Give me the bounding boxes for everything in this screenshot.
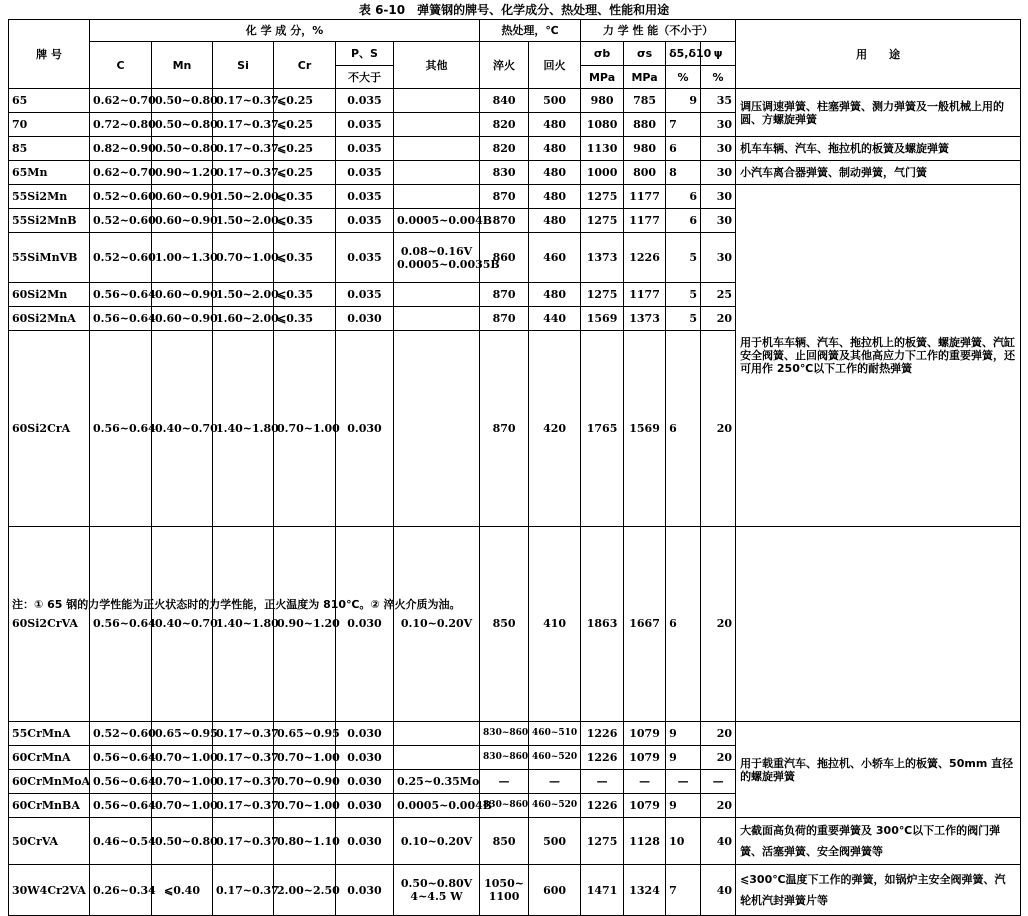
cell-grade: 65Mn	[9, 161, 90, 185]
cell-grade: 60CrMnMoA	[9, 770, 90, 794]
cell-sigma-b: 1226	[581, 794, 624, 818]
cell-usage: 调压调速弹簧、柱塞弹簧、测力弹簧及一般机械上用的圆、方螺旋弹簧	[736, 89, 1021, 137]
cell-ps: 0.035	[336, 233, 394, 283]
cell-other	[394, 307, 480, 331]
cell-si: 0.17~0.37	[213, 794, 274, 818]
cell-psi: 30	[701, 233, 736, 283]
cell-temper: 460~510	[529, 722, 581, 746]
cell-quench: 850	[480, 526, 529, 722]
cell-sigma-s: 1373	[624, 307, 666, 331]
table-footnote: 注：① 65 钢的力学性能为正火状态时的力学性能，正火温度为 810℃。② 淬火介质为油。	[12, 598, 461, 611]
cell-ps: 0.030	[336, 307, 394, 331]
cell-psi: 40	[701, 865, 736, 916]
cell-ps: 0.035	[336, 113, 394, 137]
cell-ps: 0.035	[336, 89, 394, 113]
table-row	[9, 865, 1021, 916]
cell-cr: ⩽0.35	[274, 185, 336, 209]
cell-mn: 0.50~0.80	[152, 89, 213, 113]
cell-mn: 0.50~0.80	[152, 818, 213, 865]
cell-psi: 30	[701, 161, 736, 185]
header-other: 其他	[394, 42, 480, 89]
cell-delta: 5	[666, 283, 701, 307]
cell-sigma-b: 1569	[581, 307, 624, 331]
cell-ps: 0.035	[336, 185, 394, 209]
cell-other-line1: 0.50~0.80V	[400, 877, 473, 890]
cell-usage: 用于机车车辆、汽车、拖拉机上的板簧、螺旋弹簧、汽缸安全阀簧、止回阀簧及其他高应力下工作的重要弹簧，还可用作 250℃以下工作的耐热弹簧	[736, 185, 1021, 527]
cell-c: 0.52~0.60	[90, 185, 152, 209]
table-row	[9, 137, 1021, 161]
cell-mn: 0.40~0.70	[152, 331, 213, 527]
cell-si: 0.70~1.00	[213, 233, 274, 283]
cell-cr: ⩽0.25	[274, 113, 336, 137]
cell-temper: 480	[529, 185, 581, 209]
cell-cr: 0.70~0.90	[274, 770, 336, 794]
cell-sigma-b: 1226	[581, 746, 624, 770]
cell-temper: 420	[529, 331, 581, 527]
cell-psi: 25	[701, 283, 736, 307]
cell-sigma-s: 1177	[624, 209, 666, 233]
cell-cr: ⩽0.35	[274, 209, 336, 233]
cell-cr: 0.70~1.00	[274, 746, 336, 770]
cell-mn: 0.50~0.80	[152, 137, 213, 161]
cell-temper: 500	[529, 89, 581, 113]
cell-quench: 830~860	[480, 722, 529, 746]
cell-sigma-s: 800	[624, 161, 666, 185]
cell-psi: 20	[701, 722, 736, 746]
header-composition: 化 学 成 分，%	[90, 20, 480, 42]
cell-temper: 410	[529, 526, 581, 722]
cell-c: 0.62~0.70	[90, 161, 152, 185]
cell-psi: 30	[701, 137, 736, 161]
cell-temper: 480	[529, 209, 581, 233]
cell-sigma-b: —	[581, 770, 624, 794]
cell-delta: 6	[666, 137, 701, 161]
cell-temper: 600	[529, 865, 581, 916]
cell-quench: 840	[480, 89, 529, 113]
cell-c: 0.72~0.80	[90, 113, 152, 137]
cell-grade: 60Si2MnA	[9, 307, 90, 331]
cell-other: 0.0005~0.004B	[394, 794, 480, 818]
cell-temper: 460~520	[529, 746, 581, 770]
cell-grade: 30W4Cr2VA	[9, 865, 90, 916]
cell-delta: 9	[666, 89, 701, 113]
cell-mn: 0.70~1.00	[152, 794, 213, 818]
cell-temper: 500	[529, 818, 581, 865]
cell-mn: 0.60~0.90	[152, 209, 213, 233]
cell-sigma-b: 1080	[581, 113, 624, 137]
header-cr: Cr	[274, 42, 336, 89]
cell-sigma-s: 1226	[624, 233, 666, 283]
cell-quench: 820	[480, 113, 529, 137]
cell-psi: 20	[701, 794, 736, 818]
cell-psi: 30	[701, 185, 736, 209]
cell-mn: 0.70~1.00	[152, 746, 213, 770]
cell-cr: ⩽0.35	[274, 307, 336, 331]
cell-sigma-b: 1275	[581, 818, 624, 865]
cell-c: 0.56~0.64	[90, 331, 152, 527]
unit-delta: %	[666, 66, 701, 89]
cell-quench: 870	[480, 209, 529, 233]
cell-delta: 6	[666, 331, 701, 527]
cell-temper: 480	[529, 137, 581, 161]
header-si: Si	[213, 42, 274, 89]
table-row	[9, 526, 1021, 722]
header-ps: P、S	[336, 42, 394, 66]
header-sigma-b: σb	[581, 42, 624, 66]
cell-ps: 0.030	[336, 818, 394, 865]
cell-c: 0.82~0.90	[90, 137, 152, 161]
header-ps-note: 不大于	[336, 66, 394, 89]
cell-cr: 0.70~1.00	[274, 331, 336, 527]
cell-quench: 860	[480, 233, 529, 283]
cell-other	[394, 233, 500, 283]
cell-other	[394, 746, 480, 770]
cell-ps: 0.030	[336, 722, 394, 746]
cell-ps: 0.030	[336, 746, 394, 770]
header-grade: 牌 号	[9, 20, 90, 89]
cell-other-line2: 0.0005~0.0035B	[397, 257, 500, 271]
cell-other	[394, 89, 480, 113]
cell-psi: 20	[701, 307, 736, 331]
cell-mn: 0.65~0.95	[152, 722, 213, 746]
cell-grade: 60Si2CrA	[9, 331, 90, 527]
cell-sigma-s: 785	[624, 89, 666, 113]
cell-delta: 7	[666, 865, 701, 916]
table-row	[9, 161, 1021, 185]
cell-quench: 820	[480, 137, 529, 161]
table-row	[9, 818, 1021, 865]
cell-si: 1.40~1.80	[213, 331, 274, 527]
cell-sigma-b: 980	[581, 89, 624, 113]
cell-grade: 55SiMnVB	[9, 233, 90, 283]
cell-si: 0.17~0.37	[213, 865, 274, 916]
cell-other: 0.25~0.35Mo	[394, 770, 480, 794]
cell-psi: 35	[701, 89, 736, 113]
cell-si: 1.50~2.00	[213, 283, 274, 307]
cell-psi: 30	[701, 209, 736, 233]
cell-sigma-b: 1765	[581, 331, 624, 527]
cell-delta: 8	[666, 161, 701, 185]
cell-sigma-b: 1226	[581, 722, 624, 746]
unit-sigma-b: MPa	[581, 66, 624, 89]
cell-usage: 机车车辆、汽车、拖拉机的板簧及螺旋弹簧	[736, 137, 1021, 161]
table-title: 表 6-10 弹簧钢的牌号、化学成分、热处理、性能和用途	[358, 3, 670, 17]
cell-delta: 6	[666, 526, 701, 722]
cell-quench	[480, 865, 529, 916]
cell-c: 0.52~0.60	[90, 233, 152, 283]
table-row	[9, 722, 1021, 746]
cell-psi: 40	[701, 818, 736, 865]
cell-cr: ⩽0.25	[274, 161, 336, 185]
cell-temper: 460~520	[529, 794, 581, 818]
cell-sigma-s: 1079	[624, 746, 666, 770]
cell-ps: 0.035	[336, 161, 394, 185]
cell-delta: 6	[666, 185, 701, 209]
cell-grade: 55Si2MnB	[9, 209, 90, 233]
cell-c: 0.56~0.64	[90, 283, 152, 307]
cell-ps: 0.030	[336, 794, 394, 818]
cell-psi: 30	[701, 113, 736, 137]
header-usage: 用 途	[736, 20, 1021, 89]
cell-si: 0.17~0.37	[213, 113, 274, 137]
cell-sigma-s: —	[624, 770, 666, 794]
cell-delta: 5	[666, 307, 701, 331]
cell-c: 0.52~0.60	[90, 722, 152, 746]
cell-cr: 0.80~1.10	[274, 818, 336, 865]
cell-cr: ⩽0.25	[274, 89, 336, 113]
cell-quench-line2: 1100	[488, 890, 520, 903]
cell-temper: 480	[529, 113, 581, 137]
cell-psi: —	[701, 770, 736, 794]
cell-si: 1.40~1.80	[213, 526, 274, 722]
cell-ps: 0.030	[336, 331, 394, 527]
cell-si: 0.17~0.37	[213, 161, 274, 185]
cell-si: 1.60~2.00	[213, 307, 274, 331]
cell-si: 0.17~0.37	[213, 89, 274, 113]
cell-cr: 2.00~2.50	[274, 865, 336, 916]
cell-other	[394, 865, 480, 916]
cell-grade: 50CrVA	[9, 818, 90, 865]
cell-temper: 480	[529, 161, 581, 185]
cell-sigma-b: 1373	[581, 233, 624, 283]
cell-c: 0.56~0.64	[90, 307, 152, 331]
header-mechanical: 力 学 性 能（不小于）	[581, 20, 736, 42]
cell-c: 0.56~0.64	[90, 526, 152, 722]
cell-mn: 0.90~1.20	[152, 161, 213, 185]
cell-cr: ⩽0.25	[274, 137, 336, 161]
cell-sigma-s: 1079	[624, 794, 666, 818]
cell-sigma-b: 1130	[581, 137, 624, 161]
cell-sigma-s: 880	[624, 113, 666, 137]
cell-cr: ⩽0.35	[274, 233, 336, 283]
cell-other	[394, 161, 480, 185]
cell-temper: 440	[529, 307, 581, 331]
cell-c: 0.56~0.64	[90, 794, 152, 818]
cell-sigma-b: 1275	[581, 185, 624, 209]
cell-psi: 20	[701, 331, 736, 527]
header-quench: 淬火	[480, 42, 529, 89]
cell-delta: 9	[666, 746, 701, 770]
header-heat-treatment: 热处理，℃	[480, 20, 581, 42]
cell-si: 0.17~0.37	[213, 746, 274, 770]
cell-mn: 0.40~0.70	[152, 526, 213, 722]
cell-delta: —	[666, 770, 701, 794]
header-mn: Mn	[152, 42, 213, 89]
header-sigma-s: σs	[624, 42, 666, 66]
cell-other	[394, 113, 480, 137]
cell-c: 0.62~0.70	[90, 89, 152, 113]
cell-grade: 60Si2CrVA	[9, 526, 90, 722]
cell-quench: 870	[480, 331, 529, 527]
table-row	[9, 89, 1021, 113]
cell-quench: 870	[480, 185, 529, 209]
cell-mn: 0.60~0.90	[152, 307, 213, 331]
cell-mn: 0.60~0.90	[152, 185, 213, 209]
cell-c: 0.56~0.64	[90, 770, 152, 794]
cell-ps: 0.030	[336, 526, 394, 722]
cell-quench: —	[480, 770, 529, 794]
cell-usage: 小汽车离合器弹簧、制动弹簧，气门簧	[736, 161, 1021, 185]
cell-quench: 870	[480, 283, 529, 307]
cell-quench: 850	[480, 818, 529, 865]
cell-sigma-s: 1177	[624, 185, 666, 209]
cell-sigma-s: 1079	[624, 722, 666, 746]
cell-grade: 55Si2Mn	[9, 185, 90, 209]
header-c: C	[90, 42, 152, 89]
cell-si: 1.50~2.00	[213, 185, 274, 209]
cell-sigma-b: 1275	[581, 209, 624, 233]
cell-si: 0.17~0.37	[213, 137, 274, 161]
cell-mn: 0.60~0.90	[152, 283, 213, 307]
cell-si: 0.17~0.37	[213, 818, 274, 865]
cell-grade: 85	[9, 137, 90, 161]
cell-grade: 60CrMnBA	[9, 794, 90, 818]
cell-sigma-b: 1000	[581, 161, 624, 185]
cell-other-line2: 4~4.5 W	[410, 890, 463, 903]
cell-c: 0.56~0.64	[90, 746, 152, 770]
cell-si: 0.17~0.37	[213, 722, 274, 746]
header-delta: δ5,δ10	[666, 42, 701, 66]
cell-mn: 0.50~0.80	[152, 113, 213, 137]
cell-mn: ⩽0.40	[152, 865, 213, 916]
cell-cr: 0.65~0.95	[274, 722, 336, 746]
cell-sigma-b: 1471	[581, 865, 624, 916]
cell-temper: 480	[529, 283, 581, 307]
cell-grade: 70	[9, 113, 90, 137]
cell-other	[394, 283, 480, 307]
cell-quench-line1: 1050~	[484, 877, 524, 890]
cell-other-line1: 0.08~0.16V	[400, 244, 473, 258]
cell-usage: 用于载重汽车、拖拉机、小轿车上的板簧、50mm 直径的螺旋弹簧	[736, 722, 1021, 818]
cell-delta: 7	[666, 113, 701, 137]
table-row	[9, 185, 1021, 209]
header-psi: ψ	[701, 42, 736, 66]
cell-delta: 9	[666, 722, 701, 746]
cell-ps: 0.035	[336, 283, 394, 307]
cell-sigma-b: 1863	[581, 526, 624, 722]
cell-sigma-s: 1128	[624, 818, 666, 865]
unit-psi: %	[701, 66, 736, 89]
cell-delta: 9	[666, 794, 701, 818]
cell-grade: 65	[9, 89, 90, 113]
cell-ps: 0.035	[336, 209, 394, 233]
cell-cr: 0.90~1.20	[274, 526, 336, 722]
cell-si: 1.50~2.00	[213, 209, 274, 233]
cell-c: 0.46~0.54	[90, 818, 152, 865]
cell-quench: 870	[480, 307, 529, 331]
spring-steel-table	[8, 19, 1021, 916]
cell-usage: 大截面高负荷的重要弹簧及 300℃以下工作的阀门弹簧、活塞弹簧、安全阀弹簧等	[736, 818, 1021, 865]
cell-temper: —	[529, 770, 581, 794]
cell-grade: 60Si2Mn	[9, 283, 90, 307]
cell-quench: 830~860	[480, 794, 529, 818]
cell-c: 0.26~0.34	[90, 865, 152, 916]
cell-mn: 0.70~1.00	[152, 770, 213, 794]
cell-other	[394, 331, 480, 527]
cell-sigma-s: 1667	[624, 526, 666, 722]
header-temper: 回火	[529, 42, 581, 89]
cell-cr: ⩽0.35	[274, 283, 336, 307]
cell-other	[394, 185, 480, 209]
cell-c: 0.52~0.60	[90, 209, 152, 233]
cell-other	[394, 722, 480, 746]
cell-psi: 20	[701, 526, 736, 722]
cell-cr: 0.70~1.00	[274, 794, 336, 818]
cell-temper: 460	[529, 233, 581, 283]
cell-si: 0.17~0.37	[213, 770, 274, 794]
cell-delta: 6	[666, 209, 701, 233]
cell-sigma-s: 1569	[624, 331, 666, 527]
cell-other	[394, 137, 480, 161]
cell-quench: 830~860	[480, 746, 529, 770]
cell-mn: 1.00~1.30	[152, 233, 213, 283]
cell-grade: 55CrMnA	[9, 722, 90, 746]
unit-sigma-s: MPa	[624, 66, 666, 89]
cell-other: 0.10~0.20V	[394, 818, 480, 865]
cell-sigma-s: 980	[624, 137, 666, 161]
cell-usage: ⩽300℃温度下工作的弹簧，如锅炉主安全阀弹簧、汽轮机汽封弹簧片等	[736, 865, 1021, 916]
cell-sigma-b: 1275	[581, 283, 624, 307]
cell-other: 0.10~0.20V	[394, 526, 480, 722]
cell-delta: 10	[666, 818, 701, 865]
cell-quench: 830	[480, 161, 529, 185]
cell-psi: 20	[701, 746, 736, 770]
cell-grade: 60CrMnA	[9, 746, 90, 770]
cell-delta: 5	[666, 233, 701, 283]
cell-sigma-s: 1177	[624, 283, 666, 307]
cell-ps: 0.030	[336, 770, 394, 794]
cell-other: 0.0005~0.004B	[394, 209, 480, 233]
cell-ps: 0.035	[336, 137, 394, 161]
cell-ps: 0.030	[336, 865, 394, 916]
cell-sigma-s: 1324	[624, 865, 666, 916]
